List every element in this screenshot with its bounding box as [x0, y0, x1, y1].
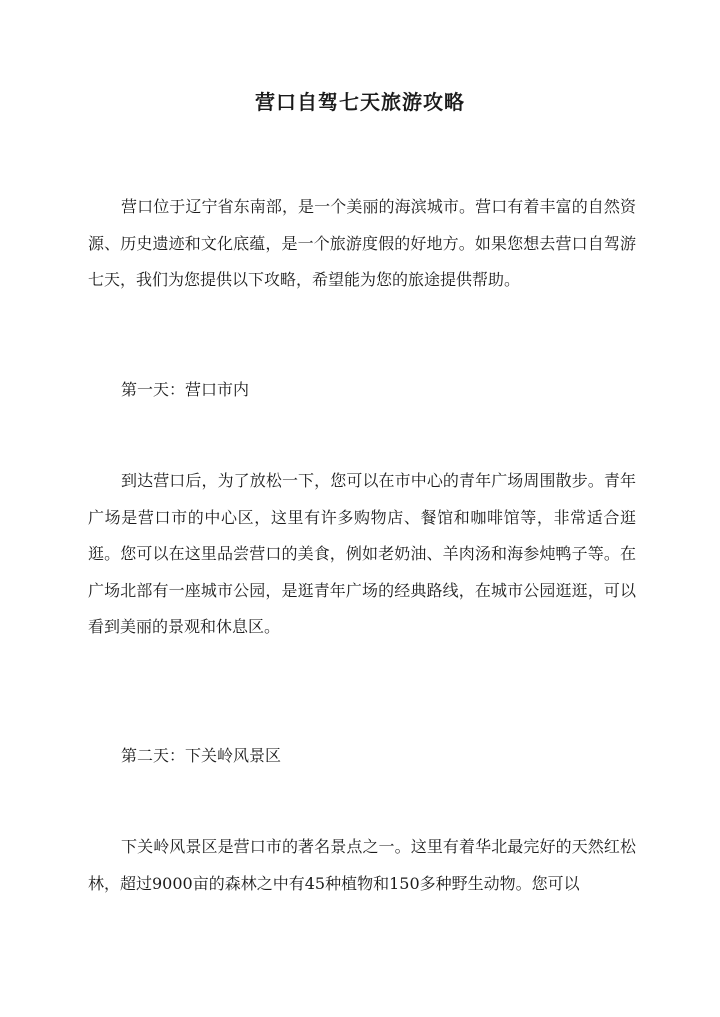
day2-paragraph: 下关岭风景区是营口市的著名景点之一。这里有着华北最完好的天然红松林，超过9000亩的森林之中有45种植物和150多种野生动物。您可以 — [88, 837, 636, 893]
intro-paragraph: 营口位于辽宁省东南部，是一个美丽的海滨城市。营口有着丰富的自然资源、历史遗迹和文化底蕴，是一个旅游度假的好地方。如果您想去营口自驾游七天，我们为您提供以下攻略，希望能为您的旅途提供帮助。 — [88, 197, 636, 289]
day1-paragraph: 到达营口后，为了放松一下，您可以在市中心的青年广场周围散步。青年广场是营口市的中心区，这里有许多购物店、餐馆和咖啡馆等，非常适合逛逛。您可以在这里品尝营口的美食，例如老奶油、羊肉汤和海参炖鸭子等。在广场北部有一座城市公园，是逛青年广场的经典路线，在城市公园逛逛，可以看到美丽的景观和休息区。 — [88, 471, 636, 636]
day1-heading: 第一天：营口市内 — [121, 380, 250, 399]
day2-heading: 第二天：下关岭风景区 — [121, 746, 282, 765]
document-title: 营口自驾七天旅游攻略 — [255, 90, 465, 114]
